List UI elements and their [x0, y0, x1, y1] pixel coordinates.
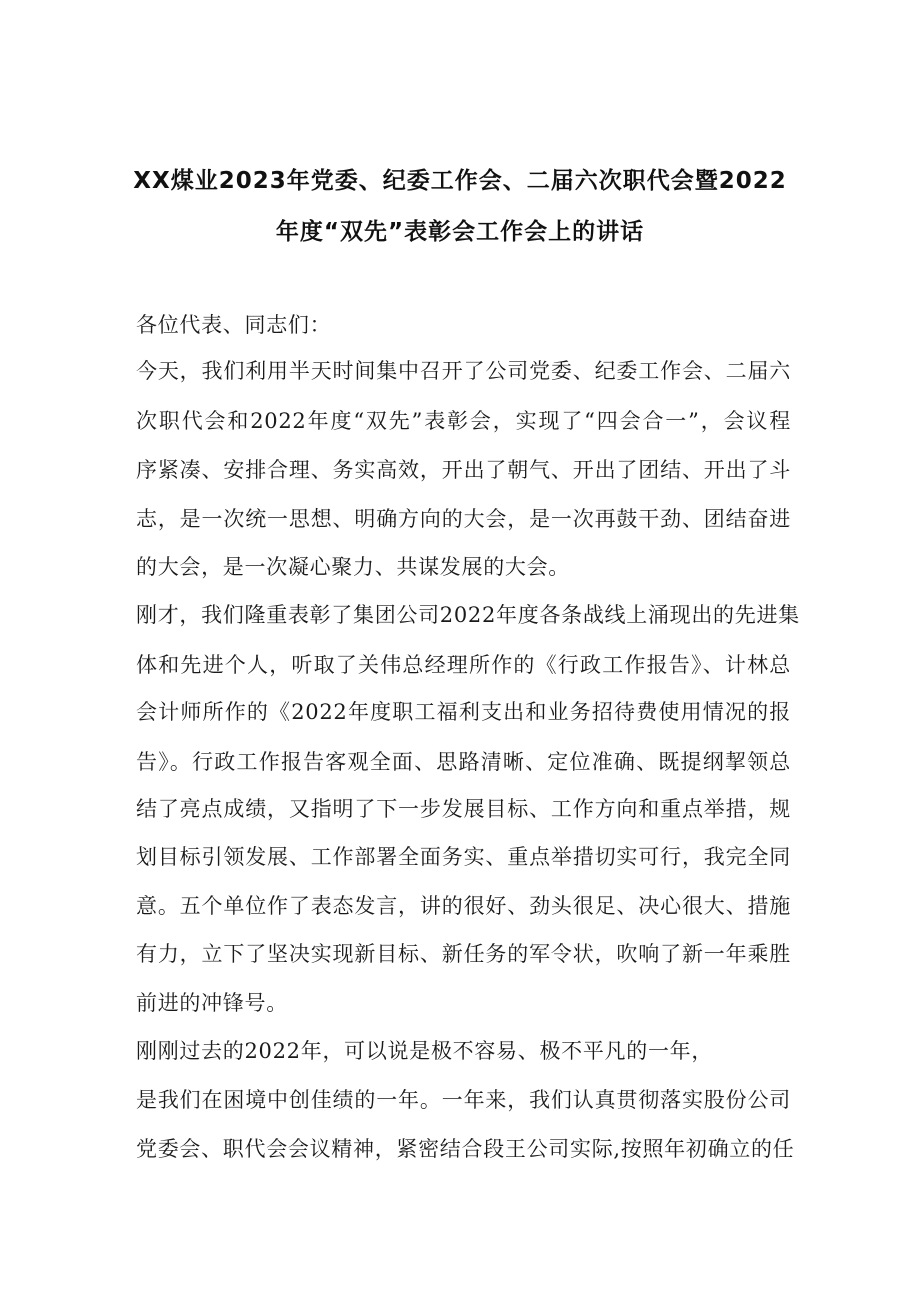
body-line: 志，是一次统一思想、明确方向的大会，是一次再鼓干劲、团结奋进 [136, 507, 791, 531]
body-line: 刚才，我们隆重表彰了集团公司2022年度各条战线上涌现出的先进集 [136, 603, 800, 627]
body-line: 有力，立下了坚决实现新目标、新任务的军令状，吹响了新一年乘胜 [136, 942, 791, 966]
body-line: 的大会，是一次凝心聚力、共谋发展的大会。 [136, 555, 570, 579]
body-line: 结了亮点成绩，又指明了下一步发展目标、工作方向和重点举措，规 [136, 797, 791, 821]
document-title-line-2: 年度“双先”表彰会工作会上的讲话 [275, 219, 645, 245]
body-line: 刚刚过去的2022年，可以说是极不容易、极不平凡的一年， [136, 1039, 714, 1063]
body-line: 序紧凑、安排合理、务实高效，开出了朝气、开出了团结、开出了斗 [136, 458, 791, 482]
body-line: 告》。行政工作报告客观全面、思路清晰、定位准确、既提纲挈领总 [136, 750, 791, 774]
body-line: 划目标引领发展、工作部署全面务实、重点举措切实可行，我完全同 [136, 845, 791, 869]
body-line: 会计师所作的《2022年度职工福利支出和业务招待费使用情况的报 [136, 700, 791, 724]
document-title-line-1: XX煤业2023年党委、纪委工作会、二届六次职代会暨2022 [133, 168, 787, 194]
body-line: 意。五个单位作了表态发言，讲的很好、劲头很足、决心很大、措施 [136, 894, 791, 918]
salutation-line: 各位代表、同志们： [136, 313, 332, 337]
body-line: 党委会、职代会会议精神，紧密结合段王公司实际,按照年初确立的任 [136, 1137, 795, 1161]
body-line: 次职代会和2022年度“双先”表彰会，实现了“四会合一”，会议程 [136, 409, 791, 433]
body-line: 今天，我们利用半天时间集中召开了公司党委、纪委工作会、二届六 [136, 359, 791, 383]
body-line: 体和先进个人，听取了关伟总经理所作的《行政工作报告》、计林总 [136, 653, 791, 677]
body-line: 前进的冲锋号。 [136, 991, 288, 1015]
body-line: 是我们在困境中创佳绩的一年。一年来，我们认真贯彻落实股份公司 [136, 1088, 791, 1112]
